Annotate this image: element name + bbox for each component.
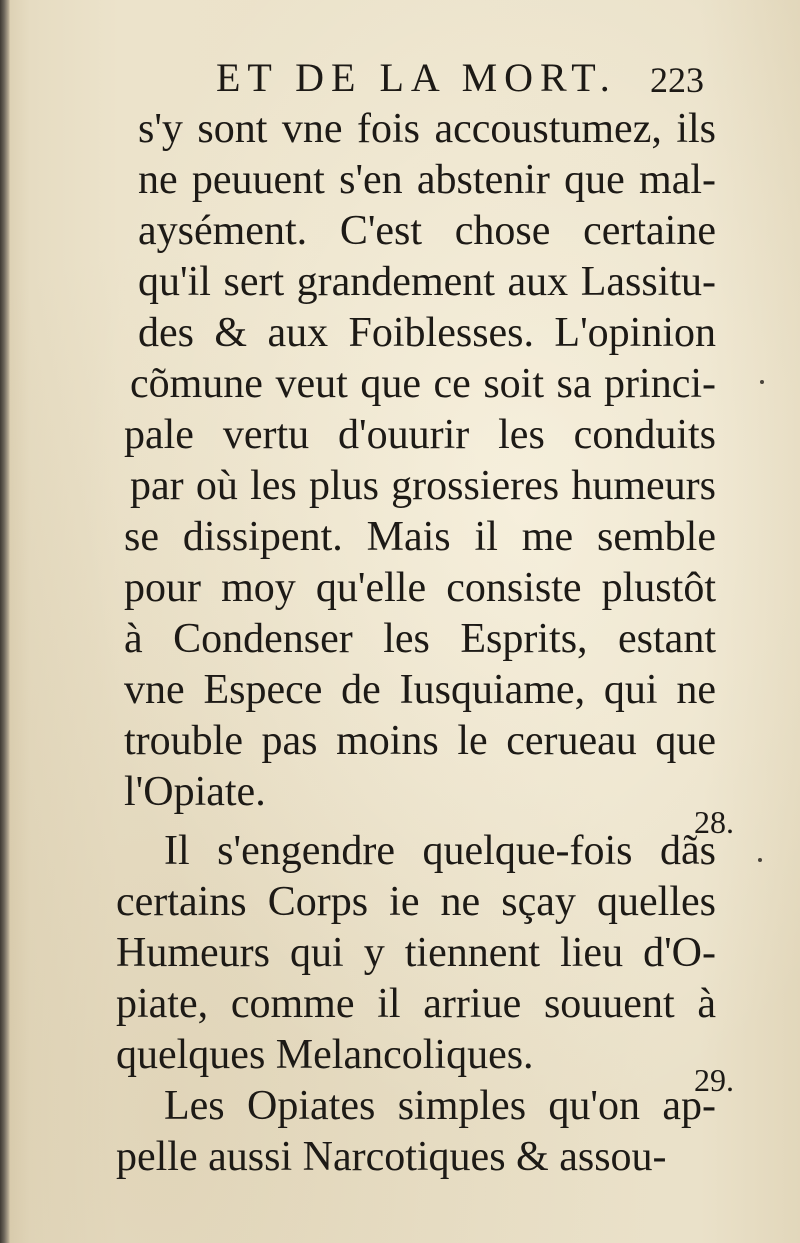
ink-speck — [758, 858, 762, 862]
running-head-title: ET DE LA MORT. — [216, 55, 617, 100]
text-line: quelques Melancoliques. — [116, 1032, 534, 1078]
text-line: aysément. C'est chose certaine — [138, 208, 716, 254]
text-line: l'Opiate. — [124, 769, 266, 815]
section-number-28: 28. — [694, 804, 734, 840]
text-line: Il s'engendre quelque-fois dãs — [164, 828, 716, 874]
text-line: cõmune veut que ce soit sa princi- — [130, 361, 716, 407]
text-line: Humeurs qui y tiennent lieu d'O- — [116, 930, 716, 976]
text-line: trouble pas moins le cerueau que — [124, 718, 716, 764]
text-line: par où les plus grossieres humeurs — [130, 463, 716, 509]
text-line: s'y sont vne fois accoustumez, ils — [138, 106, 716, 152]
text-line: pale vertu d'ouurir les conduits — [124, 412, 716, 458]
text-line: ne peuuent s'en abstenir que mal- — [138, 157, 716, 203]
text-line: vne Espece de Iusquiame, qui ne — [124, 667, 716, 713]
text-line: certains Corps ie ne sçay quelles — [116, 879, 716, 925]
ink-speck — [760, 380, 764, 384]
text-line: des & aux Foiblesses. L'opinion — [138, 310, 716, 356]
text-line: se dissipent. Mais il me semble — [124, 514, 716, 560]
text-line: qu'il sert grandement aux Lassitu- — [138, 259, 716, 305]
text-line: pour moy qu'elle consiste plustôt — [124, 565, 716, 611]
section-number-29: 29. — [694, 1062, 734, 1098]
text-line: piate, comme il arriue souuent à — [116, 981, 716, 1027]
text-line: Les Opiates simples qu'on ap- — [164, 1083, 716, 1129]
text-block — [116, 104, 716, 1183]
text-line: pelle aussi Narcotiques & assou- — [116, 1134, 667, 1180]
text-line: à Condenser les Esprits, estant — [124, 616, 716, 662]
page-gutter-shadow — [0, 0, 10, 1243]
page-number: 223 — [650, 60, 704, 100]
